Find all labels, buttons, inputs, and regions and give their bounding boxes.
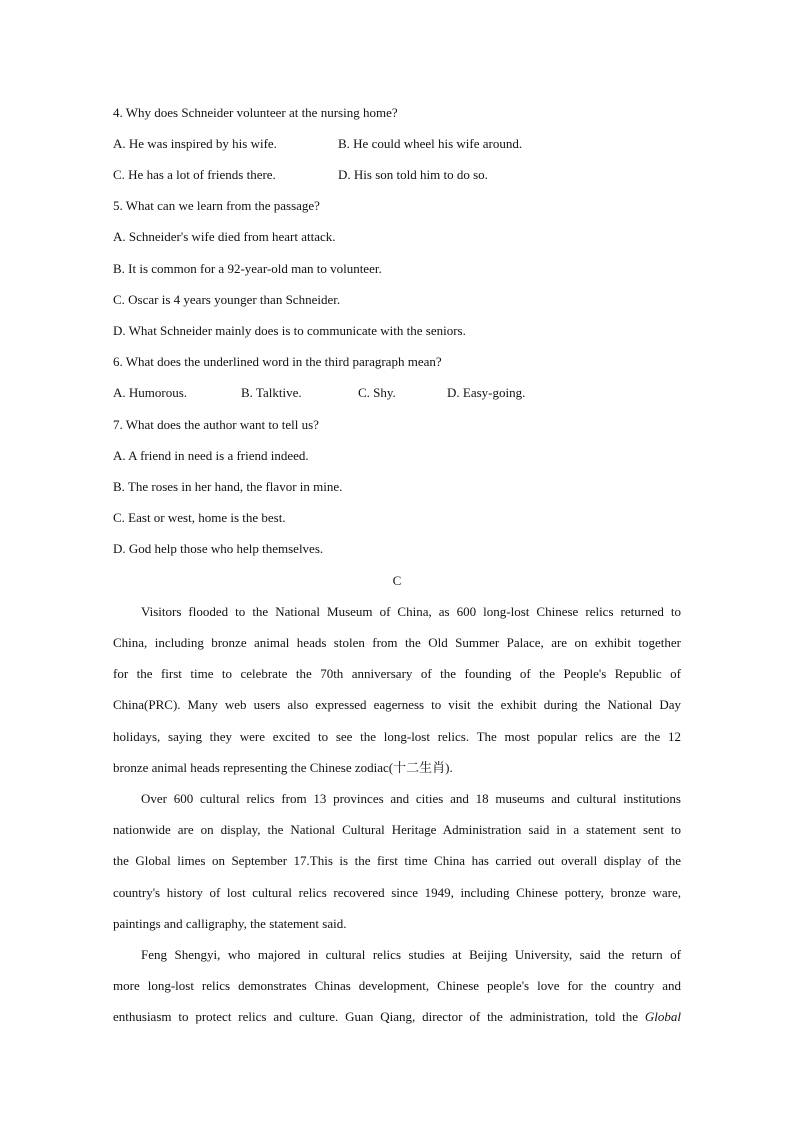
question-7-option-c: C. East or west, home is the best.	[113, 510, 286, 525]
passage-line: Feng Shengyi, who majored in cultural relics studies at Beijing University, said the return of	[141, 947, 681, 962]
question-7-option-a: A. A friend in need is a friend indeed.	[113, 448, 309, 463]
section-title: C	[392, 573, 402, 588]
question-6-option-b: B. Talktive.	[241, 385, 302, 400]
question-5-option-a: A. Schneider's wife died from heart attack.	[113, 229, 336, 244]
question-5-option-b: B. It is common for a 92-year-old man to volunteer.	[113, 261, 382, 276]
passage-line: Visitors flooded to the National Museum of China, as 600 long-lost Chinese relics returned to	[141, 604, 681, 619]
question-5-option-d: D. What Schneider mainly does is to communicate with the seniors.	[113, 323, 466, 338]
passage-line-last	[113, 1008, 681, 1026]
passage-line: country's history of lost cultural relics recovered since 1949, including Chinese pottery, bronze ware,	[113, 885, 681, 900]
question-7-stem: 7. What does the author want to tell us?	[113, 417, 319, 432]
passage-line: the Global limes on September 17.This is the first time China has carried out overall display of the	[113, 853, 681, 868]
question-4-option-c: C. He has a lot of friends there.	[113, 167, 276, 182]
question-6-option-c: C. Shy.	[358, 385, 396, 400]
passage-line: more long-lost relics demonstrates Chinas development, Chinese people's love for the country and	[113, 978, 681, 993]
question-5-stem: 5. What can we learn from the passage?	[113, 198, 320, 213]
passage-line: China(PRC). Many web users also expressed eagerness to visit the exhibit during the National Day	[113, 697, 681, 712]
passage-line: Over 600 cultural relics from 13 provinces and cities and 18 museums and cultural institutions	[141, 791, 681, 806]
question-4-option-d: D. His son told him to do so.	[338, 167, 488, 182]
question-7-option-b: B. The roses in her hand, the flavor in mine.	[113, 479, 343, 494]
passage-line: China, including bronze animal heads stolen from the Old Summer Palace, are on exhibit together	[113, 635, 681, 650]
passage-line: nationwide are on display, the National Cultural Heritage Administration said in a statement sent to	[113, 822, 681, 837]
question-4-option-b: B. He could wheel his wife around.	[338, 136, 523, 151]
question-5-option-c: C. Oscar is 4 years younger than Schneider.	[113, 292, 341, 307]
passage-line: for the first time to celebrate the 70th anniversary of the founding of the People's Republic of	[113, 666, 681, 681]
passage-line: bronze animal heads representing the Chinese zodiac(十二生肖).	[113, 760, 453, 775]
question-6-option-d: D. Easy-going.	[447, 385, 526, 400]
passage-line: holidays, saying they were excited to see the long-lost relics. The most popular relics are the 12	[113, 729, 681, 744]
question-7-option-d: D. God help those who help themselves.	[113, 541, 324, 556]
question-4-stem: 4. Why does Schneider volunteer at the nursing home?	[113, 105, 398, 120]
passage-line: paintings and calligraphy, the statement said.	[113, 916, 347, 931]
question-4-option-a: A. He was inspired by his wife.	[113, 136, 277, 151]
passage-text: enthusiasm to protect relics and culture. Guan Qiang, director of the administration, told the	[113, 1009, 639, 1024]
question-6-option-a: A. Humorous.	[113, 385, 188, 400]
italic-publication-name: Global	[644, 1009, 682, 1024]
question-6-stem: 6. What does the underlined word in the third paragraph mean?	[113, 354, 442, 369]
